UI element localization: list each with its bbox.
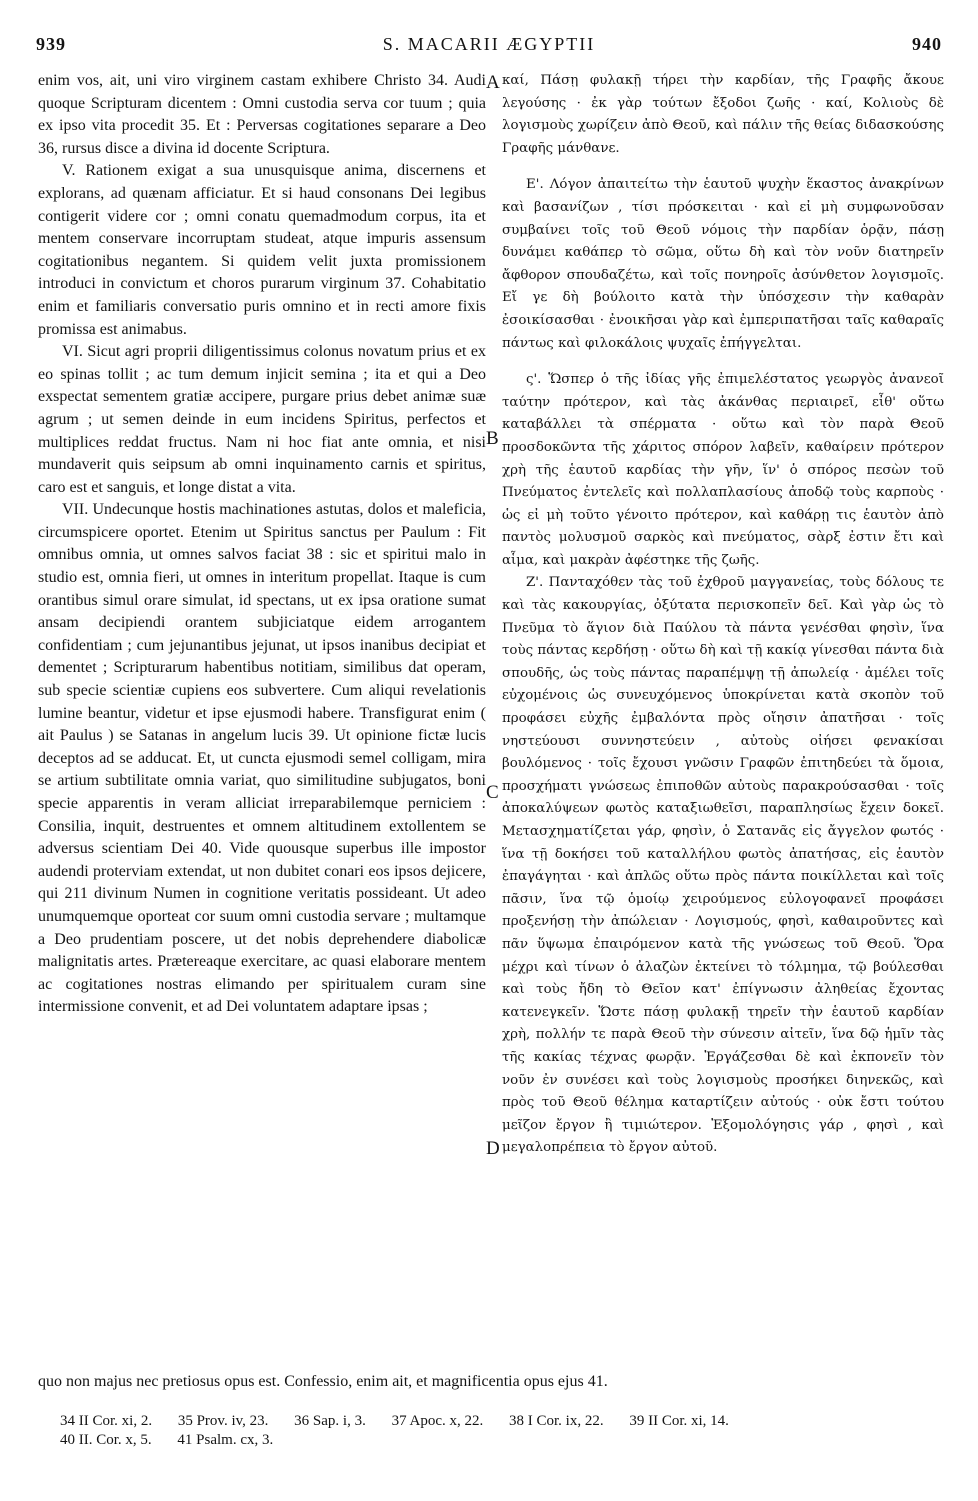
footnote: 41 Psalm. cx, 3. [177, 1432, 274, 1448]
final-line: quo non majus nec pretiosus opus est. Confessio, enim ait, et magnificentia opus ejus 41. [38, 1373, 608, 1390]
latin-paragraph: VI. Sicut agri proprii diligentissimus colonus novatum prius et ex eo spinas tollit ; ac tum demum injicit semina ; ita et qui a Deo exspectat sementem gratiæ accipere, purgare prius debet animæ suæ agrum ; ut semen deinde in eum incidens Spiritus, perfectos et multiplices reddat fructus. Nam ni hoc fiat ante omnia, et nisi mundaverit quis seipsum ab omni inquinamento carnis et spiritus, caro est et sanguis, et longe distat a vita. [38, 343, 486, 496]
greek-column [502, 70, 944, 1160]
footnote: 35 Prov. iv, 23. [177, 1413, 269, 1429]
greek-paragraph: Ε'. Λόγον ἀπαιτείτω τὴν ἑαυτοῦ ψυχὴν ἕκαστος ἀνακρίνων καὶ βασανίζων , τίσι πρόσκειται · καὶ εἰ μὴ συμφωνοῦσαν συμβαίνει τοῖς τοῦ Θεοῦ νόμοις τὴν παρδίαν ὁρᾷν, πάσῃ δυνάμει καθάπερ τὸ σῶμα, οὕτω δὴ καὶ τὸν νοῦν διατηρεῖν ἄφθορον σπουδαζέτω, καὶ τοῖς πονηροῖς ἀσύνθετον λογισμοῖς. Εἴ γε δὴ βούλοιτο κατὰ τὴν ὑπόσχεσιν τὴν καθαρὰν ἐσοικίσασθαι · ἐνοικῆσαι γὰρ καὶ ἐμπεριπατῆσαι ταῖς καθαραῖς πάντως καὶ φιλοκάλοις ψυχαῖς ἐπήγγελται. [502, 177, 944, 351]
footnote: 38 I Cor. ix, 22. [509, 1413, 604, 1429]
margin-letter: B [486, 428, 499, 449]
page-number-left: 939 [36, 34, 66, 54]
footnote: 37 Apoc. x, 22. [391, 1413, 484, 1429]
greek-paragraph: ς'. Ὥσπερ ὁ τῆς ἰδίας γῆς ἐπιμελέστατος γεωργὸς ἀνανεοῖ ταύτην πρότερον, καὶ τὰς ἀκάνθας περιαιρεῖ, εἶθ' οὕτω καταβάλλει τὰ σπέρματα · οὕτω καὶ τὸν παρὰ Θεοῦ προσδοκῶντα τῆς χάριτος σπόρον λαβεῖν, καθαίρειν πρότερον χρὴ τῆς ἑαυτοῦ καρδίας τὴν γῆν, ἵν' ὁ σπόρος πεσὼν τοῦ Πνεύματος ἐντελεῖς καὶ πολλαπλασίους ἀποδῷ τοὺς καρποὺς · ὡς εἰ μὴ τοῦτο γένοιτο πρότερον, καὶ καθάρῃ τις ἑαυτὸν ἀπὸ παντὸς μολυσμοῦ σαρκὸς καὶ πνεύματος, σὰρξ ἐστιν ἔτι καὶ αἷμα, καὶ μακρὰν ἀφέστηκε τῆς ζωῆς. [502, 372, 944, 568]
footnote-line [60, 1431, 940, 1450]
latin-paragraph: enim vos, ait, uni viro virginem castam exhibere Christo 34. Audi quoque Scripturam dicentem : Omni custodia serva cor tuum ; quia ex ipso vita procedit 35. Et : Perversas cogitationes separare a Deo 36, rursus disce a divina id docente Scriptura. [38, 72, 486, 157]
footnotes [60, 1412, 940, 1450]
running-header [36, 34, 942, 58]
footnote: 39 II Cor. xi, 14. [629, 1413, 729, 1429]
latin-paragraph: V. Rationem exigat a sua unusquisque anima, discernens et explorans, ad quænam afficiatur. Et si haud consonans Dei legibus contigerit videre cor ; omni conatu quemadmodum corpus, ita et mentem conservare incorruptam studeat, atque impuris assensum cogitationibus negantem. Si quidem velit juxta promissionem introduci in convictum et choros purarum virginum 37. Cohabitatio enim et familiaris conversatio puris omnino et in recti amore fixis promissa est animabus. [38, 162, 486, 338]
page-number-right: 940 [912, 34, 942, 54]
latin-column [38, 70, 486, 1019]
greek-paragraph: καί, Πάσῃ φυλακῇ τήρει τὴν καρδίαν, τῆς Γραφῆς ἄκουε λεγούσης · ἐκ γὰρ τούτων ἔξοδοι ζωῆς · καί, Κολιοὺς δὲ λογισμοὺς χωρίζειν ἀπὸ Θεοῦ, καὶ πάλιν τῆς θείας διδασκούσης Γραφῆς μάνθανε. [502, 73, 944, 156]
running-title: S. MACARII ÆGYPTII [382, 34, 596, 54]
footnote: 40 II. Cor. x, 5. [60, 1432, 152, 1448]
margin-letter: C [486, 782, 499, 803]
footnote: 34 II Cor. xi, 2. [60, 1413, 153, 1429]
margin-letter: D [486, 1138, 500, 1159]
latin-paragraph: VII. Undecunque hostis machinationes astutas, dolos et maleficia, circumspicere oportet. Etenim ut Spiritus sanctus per Paulum : Fit omnibus omnia, ut omnes salvos faciat 38 : sic et spiritui malo in studio est, omnia fieri, ut omnes in interitum propellat. Itaque is cum orantibus simul orare simulat, id spectans, ut ex ipsa oratione sumat ansam decipiendi orantem subjiciatque eidem arrogantem confidentiam ; cum jejunantibus jejunat, ut ipsos inanibus decipiat et dementet ; Scripturarum habentibus notitiam, similibus dat operam, sub specie scientiæ cupiens eos subvertere. Cum aliqui revelationis lumine beantur, videtur et ipse ejusmodi habere. Transfigurat enim ( ait Paulus ) se Satanas in angelum lucis 39. Ut opinione fictæ lucis deceptos ad se adducat. Et, ut cuncta ejusmodi semel colligam, mira se artium subtilitate omnia variat, quo similitudine subjugatos, boni specie apparentis in veram alliciat irreparabilemque perniciem : Consilia, inquit, destruentes et omnem altitudinem extollentem se adversus scientiam Dei 40. Vide quousque superbus ille impostor audendi proterviam extendat, ut non dubitet conari eos ipsos dejicere, qui 211 divinum Numen in cognitione veritatis possideant. Ut adeo unumquemque oporteat cor suum omni custodia servare ; multamque a Deo prudentiam poscere, ut det nobis deprehendere diabolicæ malignitatis artes. Prætereaque exercitare, ac quasi elaborare mentem ac cogitationes nostras elimando per spiritualem curam sine intermissione convenit, et ad Dei voluntatem adaptare ipsas ; [38, 501, 486, 1016]
margin-letter: A [486, 72, 500, 93]
footnote-line [60, 1412, 940, 1431]
greek-paragraph: Ζ'. Πανταχόθεν τὰς τοῦ ἐχθροῦ μαγγανείας, τοὺς δόλους τε καὶ τὰς κακουργίας, ὀξύτατα περισκοπεῖν δεῖ. Καὶ γὰρ ὡς τὸ Πνεῦμα τὸ ἅγιον διὰ Παύλου τὰ πάντα γενέσθαι φησὶν, ἵνα τοὺς πάντας κερδήσῃ · οὕτω δὴ καὶ τῇ κακίᾳ γίνεσθαι πάντα διὰ σπουδῆς, ὡς τοὺς πάντας παραπέμψῃ τῇ ἀπωλείᾳ · ἀμέλει τοῖς εὐχομένοις ὡς συνευχόμενος ὑποκρίνεται κατὰ σκοπὸν τοῦ προφάσει εὐχῆς ἐμβαλόντα πρὸς οἴησιν ἀπατῆσαι · τοῖς νηστεύουσι συννηστεύειν , αὐτοὺς οἰήσει φενακίσαι βουλόμενος · τοῖς ἔχουσι γνῶσιν Γραφῶν ἐπιτηδεύει τὰ ὅμοια, προσχήματι γνώσεως ἐπιποθῶν αὐτοὺς παρακρούσασθαι · τοῖς ἀποκαλύψεων φωτὸς καταξιωθεῖσι, παραπλησίως ἔχειν δοκεῖ. Μετασχηματίζεται γάρ, φησὶν, ὁ Σατανᾶς εἰς ἄγγελον φωτός · ἵνα τῇ δοκήσει τοῦ καταλλήλου φωτὸς ἀπατήσας, εἰς ἑαυτὸν ἐπαγάγηται · καὶ ἁπλῶς οὕτω πρὸς πάντα ποικίλλεται καὶ τοῖς πᾶσιν, ἵνα τῷ ὁμοίῳ χειρούμενος εὐλογοφανεῖ προφάσει προξενήσῃ τὴν ἀπώλειαν · Λογισμούς, φησὶ, καθαιροῦντες καὶ πᾶν ὕψωμα ἐπαιρόμενον κατὰ τῆς γνώσεως τοῦ Θεοῦ. Ὅρα μέχρι καὶ τίνων ὁ ἀλαζὼν ἐκτείνει τὸ τόλμημα, τῷ βούλεσθαι καὶ τοὺς ἤδη τὸ Θεῖον κατ' ἐπίγνωσιν ἀληθείας ἔχοντας κατενεγκεῖν. Ὥστε πάσῃ φυλακῇ τηρεῖν τὴν ἑαυτοῦ καρδίαν χρὴ, πολλήν τε παρὰ Θεοῦ τὴν σύνεσιν αἰτεῖν, ἵνα δῷ ἡμῖν τὰς τῆς κακίας τέχνας φωρᾷν. Ἐργάζεσθαι δὲ καὶ ἐκπονεῖν τὸν νοῦν ἐν συνέσει καὶ τοὺς λογισμοὺς προσήκει διηνεκῶς, καὶ πρὸς τοῦ Θεοῦ θέλημα καταρτίζειν αὐτούς · οὐκ ἔστι τούτου μεῖζον ἔργον ἢ τιμιώτερον. Ἐξομολόγησις γάρ , φησὶ , καὶ μεγαλοπρέπεια τὸ ἔργον αὐτοῦ. [502, 575, 944, 1156]
footnote: 36 Sap. i, 3. [294, 1413, 366, 1429]
